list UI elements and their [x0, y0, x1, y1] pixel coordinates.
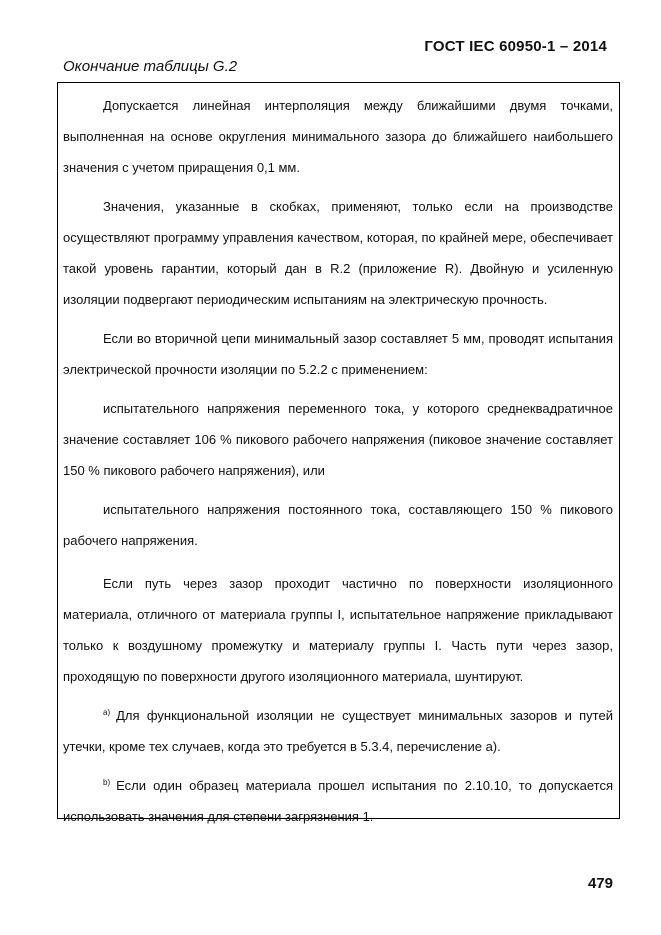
standard-number: ГОСТ IEC 60950-1 – 2014: [424, 38, 607, 55]
note-paragraph: Если путь через зазор проходит частично по поверхности изоляционного материала, отличного от материала группы I, испытательное напряжение прикладывают только к воздушному промежутку и материалу группы I. Часть пути через зазор, проходящую по поверхности другого изоляционного материала, шунтируют.: [63, 576, 613, 684]
note-paragraph: испытательного напряжения постоянного тока, составляющего 150 % пикового рабочего напряжения.: [63, 502, 613, 548]
note-paragraph: Допускается линейная интерполяция между ближайшими двумя точками, выполненная на основе округления минимального зазора до ближайшего наибольшего значения с учетом приращения 0,1 мм.: [63, 98, 613, 175]
footnote-text: Для функциональной изоляции не существует минимальных зазоров и путей утечки, кроме тех случаев, когда это требуется в 5.3.4, перечисление а).: [63, 708, 613, 754]
footnote-text: Если один образец материала прошел испытания по 2.10.10, то допускается использовать значения для степени загрязнения 1.: [63, 778, 613, 824]
note-paragraph: Если во вторичной цепи минимальный зазор составляет 5 мм, проводят испытания электрической прочности изоляции по 5.2.2 с применением:: [63, 331, 613, 377]
table-caption: Окончание таблицы G.2: [63, 58, 238, 75]
table-notes: [63, 90, 613, 832]
note-paragraph: испытательного напряжения переменного тока, у которого среднеквадратичное значение составляет 106 % пикового рабочего напряжения (пиковое значение составляет 150 % пикового рабочего напряжения), или: [63, 401, 613, 478]
footnote-a: [63, 700, 613, 762]
page-number: 479: [587, 875, 613, 892]
note-paragraph: Значения, указанные в скобках, применяют, только если на производстве осуществляют программу управления качеством, которая, по крайней мере, обеспечивает такой уровень гарантии, который дан в R.2 (приложение R). Двойную и усиленную изоляции подвергают периодическим испытаниям на электрическую прочность.: [63, 199, 613, 307]
footnote-b: [63, 770, 613, 832]
footnote-mark: b): [103, 778, 111, 787]
footnote-mark: a): [103, 708, 111, 717]
